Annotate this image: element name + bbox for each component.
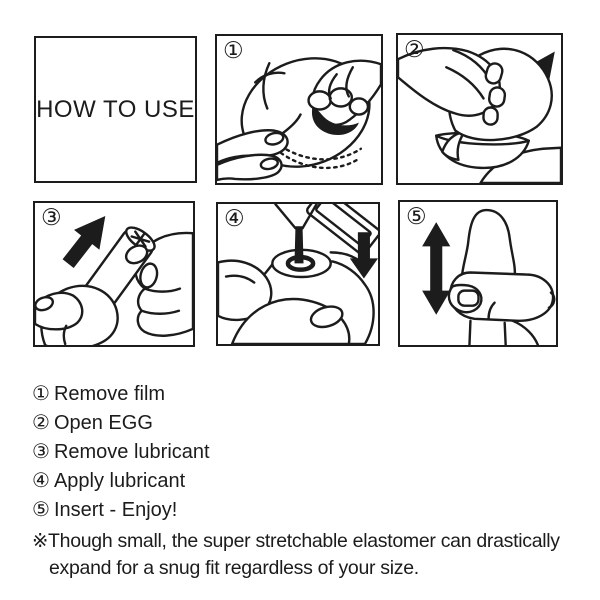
instruction-text-3: Remove lubricant xyxy=(53,441,210,463)
instruction-text-4: Apply lubricant xyxy=(53,470,186,492)
shaft xyxy=(469,319,505,345)
footnote-line-2: expand for a snug fit regardless of your size. xyxy=(49,557,419,579)
panel-step-1 xyxy=(215,34,383,185)
page-title: HOW TO USE xyxy=(36,95,195,123)
instruction-number-2: ② xyxy=(32,412,50,434)
instruction-number-4: ④ xyxy=(32,470,50,492)
panel-step-5 xyxy=(398,200,558,347)
reference-mark: ※ xyxy=(32,530,49,552)
panel-step-4 xyxy=(216,202,380,346)
instruction-item-4 xyxy=(32,470,560,492)
panel-step-2 xyxy=(396,33,563,185)
instruction-text-2: Open EGG xyxy=(53,412,153,434)
instruction-item-3 xyxy=(32,441,560,463)
instruction-item-5 xyxy=(32,499,560,521)
instruction-number-3: ③ xyxy=(32,441,50,463)
instruction-number-1: ① xyxy=(32,383,50,405)
instruction-list xyxy=(32,383,560,582)
step-number-1: ① xyxy=(223,37,244,63)
panel-step-3 xyxy=(33,201,195,347)
step-number-3: ③ xyxy=(41,204,62,230)
instruction-number-5: ⑤ xyxy=(32,499,50,521)
footnote-text-1: Though small, the super stretchable elastomer can drastically xyxy=(48,530,560,552)
left-fist xyxy=(35,286,118,345)
instruction-item-2 xyxy=(32,412,560,434)
footnote-line-1 xyxy=(32,528,560,555)
panel-how-to-use xyxy=(34,36,197,183)
footnote xyxy=(32,528,560,582)
step-number-5: ⑤ xyxy=(406,203,427,229)
lubricant-stream xyxy=(294,226,303,263)
instruction-text-1: Remove film xyxy=(53,383,166,405)
step-number-2: ② xyxy=(404,36,425,62)
instruction-item-1 xyxy=(32,383,560,405)
instruction-text-5: Insert - Enjoy! xyxy=(53,499,178,521)
arrow-up-down-icon xyxy=(422,222,450,315)
step-number-4: ④ xyxy=(224,205,245,231)
